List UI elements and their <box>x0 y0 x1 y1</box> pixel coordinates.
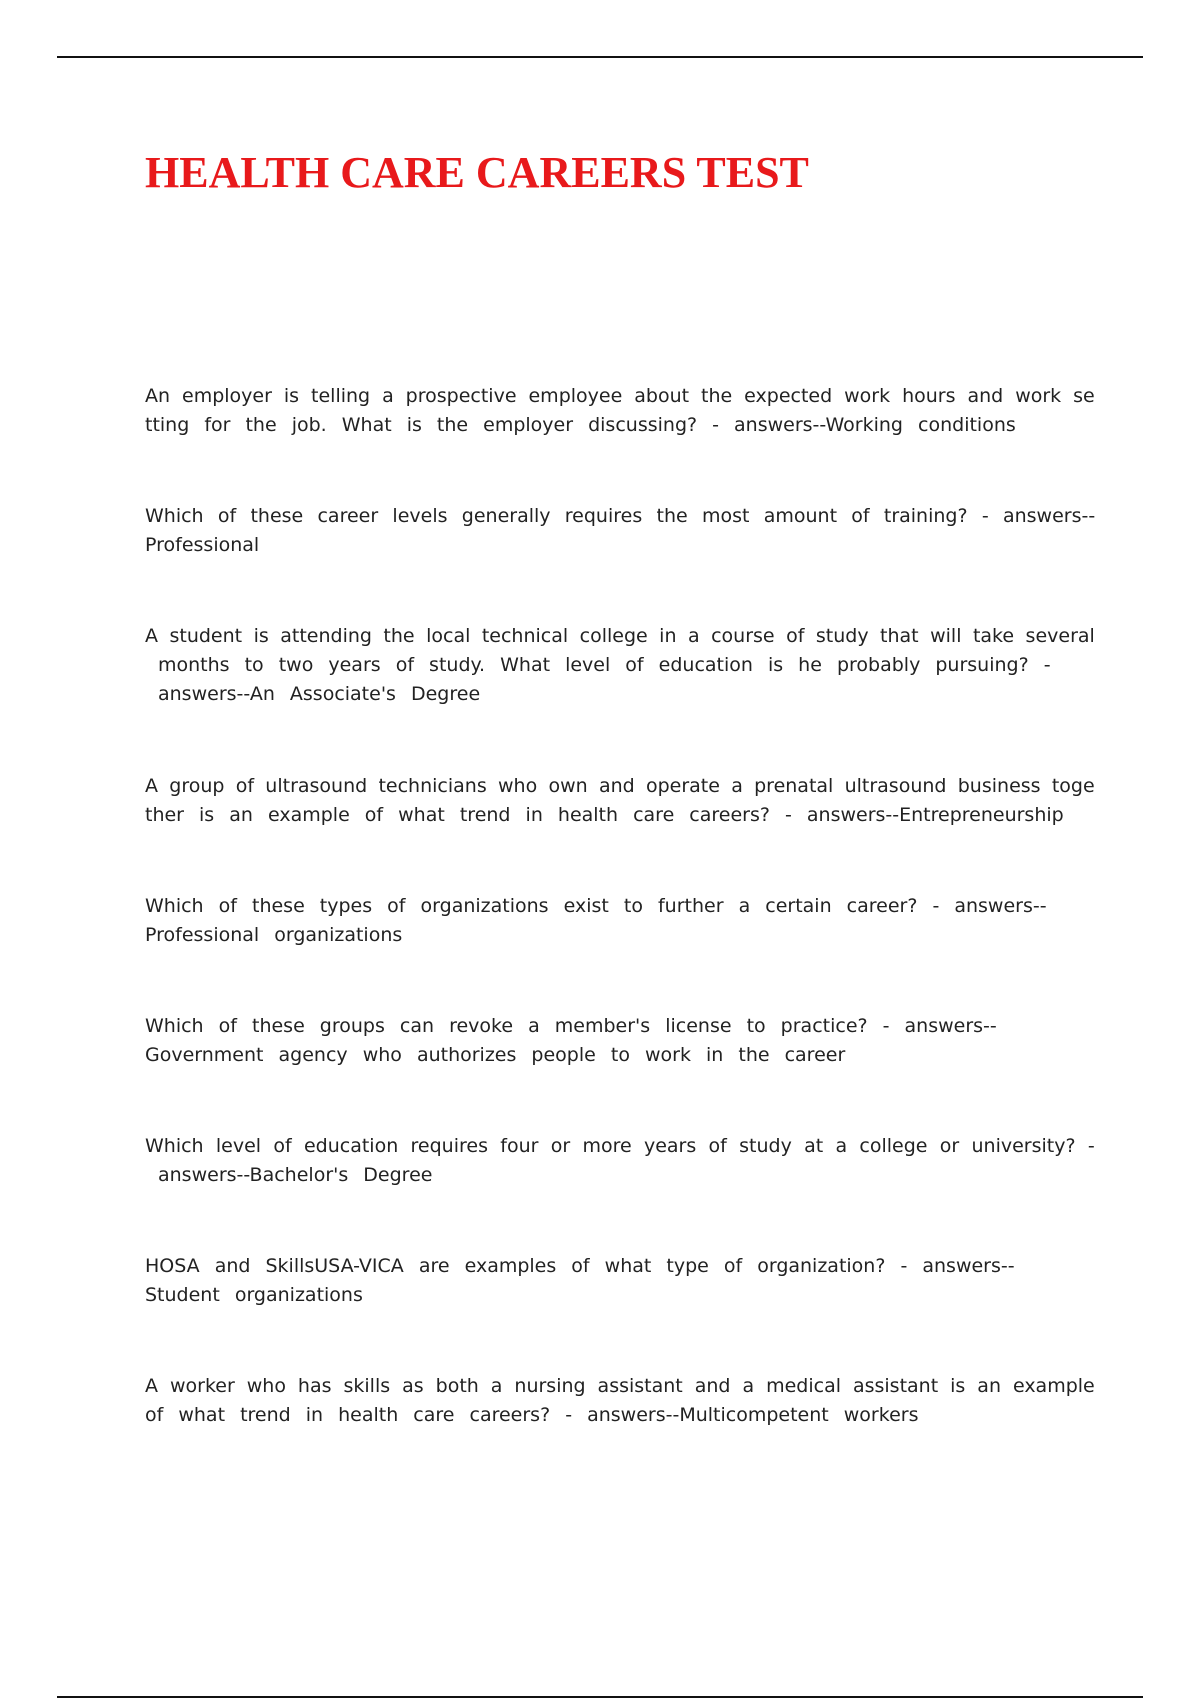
qa-item-8 <box>145 1252 1015 1310</box>
qa-item-5-line-2: Professional organizations <box>145 924 403 946</box>
bottom-rule <box>57 1696 1143 1698</box>
qa-item-4 <box>145 772 1095 830</box>
qa-item-3 <box>145 622 1095 709</box>
qa-item-8-line-1: HOSA and SkillsUSA-VICA are examples of what type of organization? - answers-- <box>145 1255 1015 1277</box>
qa-item-1-line-1: An employer is telling a prospective employee about the expected work hours and work se <box>145 385 1095 407</box>
qa-item-2-line-2: Professional <box>145 534 260 556</box>
qa-item-3-line-1: A student is attending the local technical college in a course of study that will take several <box>145 625 1095 647</box>
qa-item-3-line-2: months to two years of study. What level of education is he probably pursuing? - <box>158 654 1051 676</box>
qa-item-4-line-2: ther is an example of what trend in health care careers? - answers--Entrepreneurship <box>145 804 1064 826</box>
qa-item-5 <box>145 892 1047 950</box>
qa-item-8-line-2: Student organizations <box>145 1284 363 1306</box>
top-rule <box>57 56 1143 58</box>
qa-item-9-line-2: of what trend in health care careers? - answers--Multicompetent workers <box>145 1404 919 1426</box>
qa-item-1-line-2: tting for the job. What is the employer discussing? - answers--Working conditions <box>145 414 1016 436</box>
qa-item-6-line-1: Which of these groups can revoke a member's license to practice? - answers-- <box>145 1015 997 1037</box>
qa-item-9-line-1: A worker who has skills as both a nursing assistant and a medical assistant is an example <box>145 1375 1095 1397</box>
qa-item-3-line-3: answers--An Associate's Degree <box>158 683 481 705</box>
qa-item-6 <box>145 1012 997 1070</box>
qa-item-7 <box>145 1132 1095 1190</box>
qa-item-9 <box>145 1372 1095 1430</box>
qa-item-5-line-1: Which of these types of organizations exist to further a certain career? - answers-- <box>145 895 1047 917</box>
qa-item-4-line-1: A group of ultrasound technicians who own and operate a prenatal ultrasound business toge <box>145 775 1095 797</box>
qa-item-6-line-2: Government agency who authorizes people to work in the career <box>145 1044 846 1066</box>
document-title: HEALTH CARE CAREERS TEST <box>145 148 809 197</box>
qa-item-2-line-1: Which of these career levels generally requires the most amount of training? - answers-- <box>145 505 1096 527</box>
qa-item-7-line-1: Which level of education requires four or more years of study at a college or university? - <box>145 1135 1095 1157</box>
qa-item-7-line-2: answers--Bachelor's Degree <box>158 1164 433 1186</box>
qa-item-1 <box>145 382 1095 440</box>
qa-item-2 <box>145 502 1095 560</box>
